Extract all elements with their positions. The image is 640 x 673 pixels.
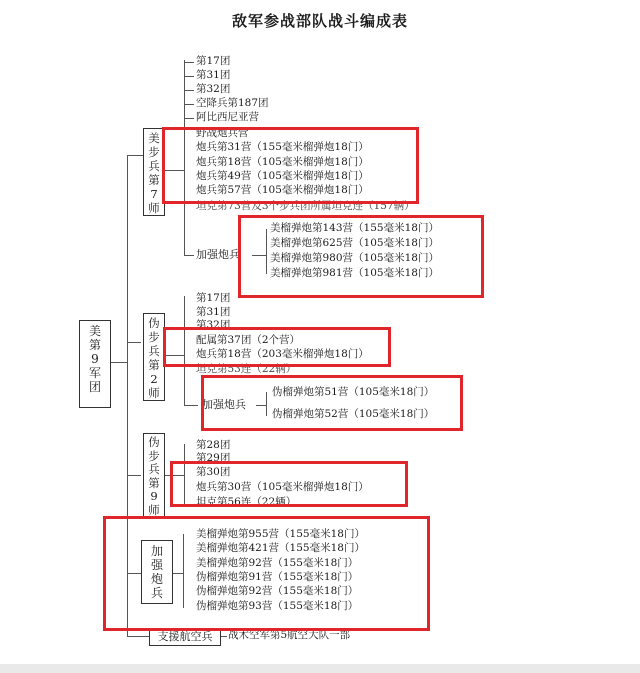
unit-label: 第28团	[196, 439, 231, 451]
unit-label: 伪榴弹炮第91营（155毫米18门）	[196, 571, 359, 583]
artillery-box	[141, 540, 173, 604]
unit-label: 配属第37团（2个营）	[196, 334, 301, 346]
unit-label: 美榴弹炮第980营（105毫米18门）	[270, 252, 439, 264]
artillery-char: 强	[150, 558, 163, 572]
artillery-char: 炮	[150, 572, 163, 586]
connector-line	[127, 475, 141, 476]
unit-label: 伪榴弹炮第51营（105毫米18门）	[272, 386, 435, 398]
root-char: 第	[88, 338, 101, 352]
root-unit-box	[79, 320, 111, 408]
connector-line	[173, 573, 183, 574]
connector-line	[184, 118, 194, 119]
div9-char: 师	[148, 502, 160, 517]
unit-label: 炮兵第18营（203毫米榴弹炮18门）	[196, 348, 369, 360]
unit-label: 第32团	[196, 319, 231, 331]
div9-char: 步	[148, 448, 160, 463]
div9-char: 9	[150, 489, 158, 503]
root-char: 军	[88, 366, 101, 380]
connector-line	[256, 405, 266, 406]
unit-label: 坦克第56连（22辆）	[196, 496, 297, 508]
connector-line	[266, 392, 267, 416]
unit-label: 第17团	[196, 55, 231, 67]
artillery-char: 兵	[150, 586, 163, 600]
unit-label: 美榴弹炮第981营（105毫米18门）	[270, 267, 439, 279]
div2-char: 步	[148, 330, 160, 344]
connector-line	[165, 170, 184, 171]
connector-line	[127, 342, 141, 343]
connector-line	[165, 475, 184, 476]
connector-line	[184, 104, 194, 105]
root-char: 美	[88, 324, 101, 338]
unit-label: 炮兵第18营（105毫米榴弹炮18门）	[196, 156, 369, 168]
highlight-box-div2-units	[163, 327, 391, 367]
page-bottom-bar	[0, 664, 640, 673]
connector-line	[266, 229, 267, 274]
unit-label: 伪榴弹炮第93营（155毫米18门）	[196, 600, 359, 612]
div7-char: 师	[148, 201, 160, 215]
connector-line	[184, 296, 185, 406]
unit-label: 第31团	[196, 306, 231, 318]
air-support-box: 支援航空兵	[149, 628, 221, 646]
unit-label: 炮兵第30营（105毫米榴弹炮18门）	[196, 481, 369, 493]
division-7-box	[143, 128, 165, 216]
connector-line	[127, 155, 143, 156]
div7-char: 第	[148, 173, 160, 187]
unit-label: 伪榴弹炮第92营（155毫米18门）	[196, 585, 359, 597]
connector-line	[184, 405, 198, 406]
unit-label: 美榴弹炮第421营（155毫米18门）	[196, 542, 365, 554]
unit-label: 第31团	[196, 69, 231, 81]
div7-char: 兵	[148, 159, 160, 173]
div2-char: 伪	[148, 316, 160, 330]
unit-label: 炮兵第31营（155毫米榴弹炮18门）	[196, 141, 369, 153]
unit-label: 美榴弹炮第625营（105毫米18门）	[270, 237, 439, 249]
connector-line	[221, 636, 227, 637]
div2-char: 2	[150, 372, 158, 386]
artillery-char: 加	[150, 544, 163, 558]
unit-label: 美榴弹炮第955营（155毫米18门）	[196, 528, 365, 540]
connector-line	[184, 255, 194, 256]
unit-label: 美榴弹炮第92营（155毫米18门）	[196, 557, 359, 569]
unit-label: 阿比西尼亚营	[196, 111, 259, 123]
connector-line	[184, 76, 194, 77]
div9-char: 第	[148, 475, 160, 490]
unit-label: 炮兵第49营（105毫米榴弹炮18门）	[196, 170, 369, 182]
unit-label: 美榴弹炮第143营（155毫米18门）	[270, 222, 439, 234]
unit-label: 炮兵第57营（105毫米榴弹炮18门）	[196, 184, 369, 196]
connector-line	[127, 155, 128, 637]
unit-label: 第30团	[196, 466, 231, 478]
connector-line	[165, 355, 184, 356]
div7-char: 7	[150, 187, 158, 201]
div9-char: 兵	[148, 462, 160, 476]
connector-line	[111, 362, 127, 363]
unit-label: 坦克第53连（22辆）	[196, 363, 297, 375]
connector-line	[184, 62, 194, 63]
unit-label: 第29团	[196, 452, 231, 464]
unit-label: 空降兵第187团	[196, 97, 269, 109]
connector-line	[127, 573, 141, 574]
connector-line	[184, 444, 185, 504]
div2-char: 师	[148, 386, 160, 400]
connector-line	[127, 636, 149, 637]
air-support-text: 战术空军第5航空大队一部	[228, 629, 351, 641]
div2-char: 第	[148, 358, 160, 372]
connector-line	[183, 534, 184, 608]
unit-label: 第32团	[196, 83, 231, 95]
div7-char: 美	[148, 131, 160, 145]
connector-line	[252, 255, 266, 256]
unit-label: 伪榴弹炮第52营（105毫米18门）	[272, 408, 435, 420]
root-char: 9	[91, 352, 99, 366]
division-9-box	[143, 433, 165, 519]
division-2-box	[143, 313, 165, 401]
unit-label: 坦克第73营及3个步兵团所属坦克连（157辆）	[196, 200, 415, 212]
unit-label: 第17团	[196, 292, 231, 304]
root-char: 团	[88, 380, 101, 394]
div7-char: 步	[148, 145, 160, 159]
page-title: 敌军参战部队战斗编成表	[231, 12, 408, 30]
div2-char: 兵	[148, 344, 160, 358]
reinforce-label: 加强炮兵	[196, 248, 240, 261]
reinforce-label: 加强炮兵	[202, 398, 246, 411]
connector-line	[184, 90, 194, 91]
div9-char: 伪	[148, 435, 160, 449]
unit-label: 野战炮兵营	[196, 127, 249, 139]
